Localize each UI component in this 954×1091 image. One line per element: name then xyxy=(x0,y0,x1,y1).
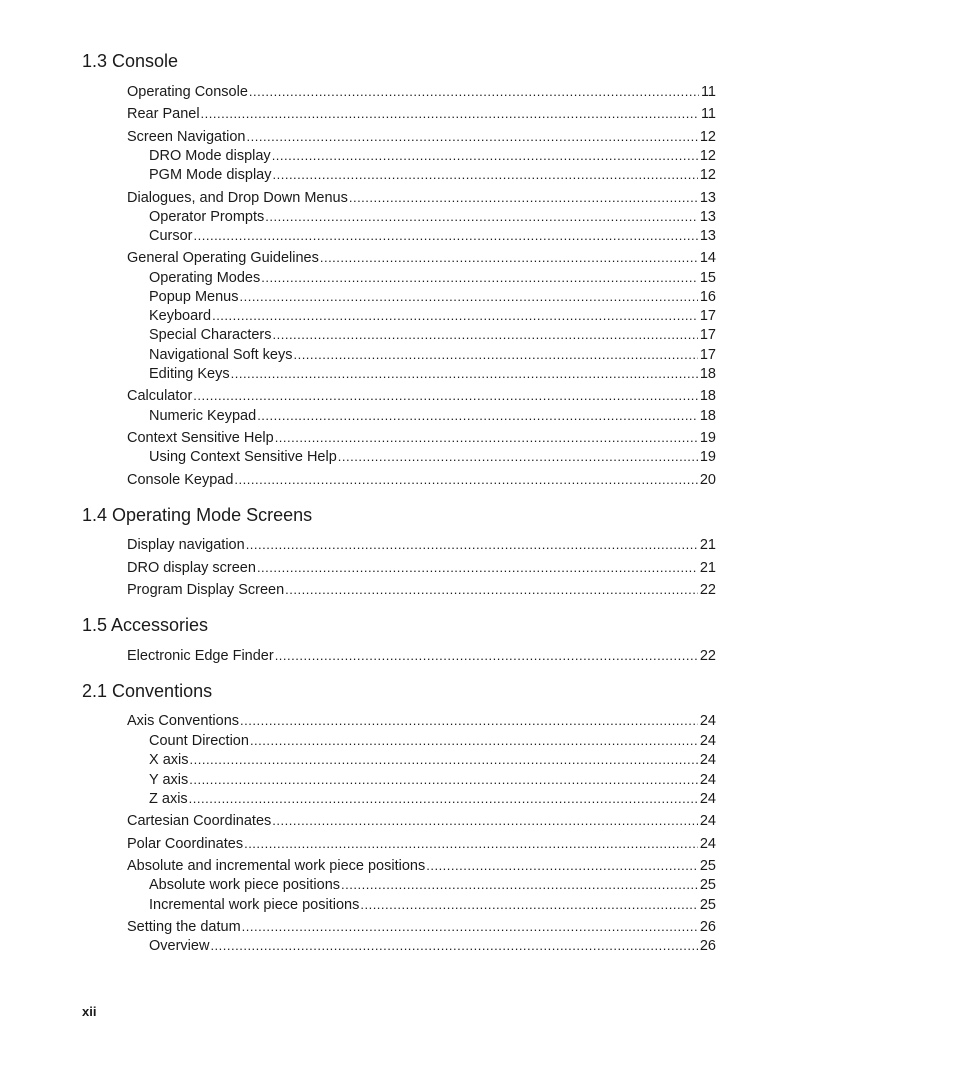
toc-entry[interactable] xyxy=(127,248,716,267)
toc-entry[interactable] xyxy=(127,386,716,405)
toc-entry[interactable] xyxy=(127,711,716,730)
toc-entry-title: PGM Mode display xyxy=(149,167,272,183)
toc-entry-title: Screen Navigation xyxy=(127,129,246,145)
toc-entry-page: 21 xyxy=(699,537,716,553)
toc-entry[interactable] xyxy=(127,834,716,853)
dot-leader xyxy=(273,325,698,344)
toc-entry-title: Numeric Keypad xyxy=(149,408,257,424)
dot-leader xyxy=(193,386,698,405)
toc-entry-page: 25 xyxy=(699,897,716,913)
toc-entry-title: Dialogues, and Drop Down Menus xyxy=(127,190,348,206)
toc-entry[interactable] xyxy=(149,750,716,769)
toc-entry[interactable] xyxy=(127,558,716,577)
toc-entry[interactable] xyxy=(149,146,716,165)
dot-leader xyxy=(194,226,698,245)
toc-entry-title: DRO display screen xyxy=(127,560,256,576)
toc-entry-title: Electronic Edge Finder xyxy=(127,648,274,664)
toc-entry[interactable] xyxy=(127,188,716,207)
toc-entry-page: 26 xyxy=(699,919,716,935)
dot-leader xyxy=(426,856,698,875)
dot-leader xyxy=(189,789,698,808)
section-heading-operating-mode-screens: 1.4 Operating Mode Screens xyxy=(82,505,313,525)
toc-entry-title: X axis xyxy=(149,752,189,768)
toc-entry[interactable] xyxy=(127,428,716,447)
toc-entry-page: 22 xyxy=(699,648,716,664)
toc-entry[interactable] xyxy=(149,306,716,325)
toc-entry-page: 19 xyxy=(699,430,716,446)
toc-entry[interactable] xyxy=(127,535,716,554)
toc-entry-title: Keyboard xyxy=(149,308,212,324)
toc-entry-title: General Operating Guidelines xyxy=(127,250,319,266)
toc-entry[interactable] xyxy=(149,789,716,808)
toc-entry-page: 24 xyxy=(699,713,716,729)
dot-leader xyxy=(189,770,698,789)
toc-entry-title: Absolute work piece positions xyxy=(149,877,341,893)
dot-leader xyxy=(275,646,698,665)
toc-entry-title: Polar Coordinates xyxy=(127,836,244,852)
dot-leader xyxy=(242,917,698,936)
toc-entry-page: 24 xyxy=(699,791,716,807)
toc-entry-title: Absolute and incremental work piece positions xyxy=(127,858,426,874)
toc-entry-title: Count Direction xyxy=(149,733,249,749)
dot-leader xyxy=(275,428,698,447)
toc-entry-title: Cursor xyxy=(149,228,193,244)
toc-entry[interactable] xyxy=(149,406,716,425)
toc-entry-page: 13 xyxy=(699,228,716,244)
toc-entry-page: 14 xyxy=(699,250,716,266)
dot-leader xyxy=(285,580,698,599)
toc-entry-title: Cartesian Coordinates xyxy=(127,813,272,829)
toc-entry-page: 12 xyxy=(699,167,716,183)
toc-entry-title: Operator Prompts xyxy=(149,209,265,225)
page-number: xii xyxy=(82,1004,97,1019)
toc-entry-page: 24 xyxy=(699,772,716,788)
toc-entry[interactable] xyxy=(127,811,716,830)
toc-entry[interactable] xyxy=(149,165,716,184)
toc-entry[interactable] xyxy=(149,770,716,789)
dot-leader xyxy=(250,731,698,750)
dot-leader xyxy=(244,834,698,853)
toc-entry-title: Calculator xyxy=(127,388,193,404)
dot-leader xyxy=(320,248,698,267)
toc-entry-title: DRO Mode display xyxy=(149,148,271,164)
dot-leader xyxy=(349,188,698,207)
toc-entry-title: Axis Conventions xyxy=(127,713,240,729)
toc-entry[interactable] xyxy=(149,447,716,466)
toc-entry[interactable] xyxy=(149,268,716,287)
toc-entry[interactable] xyxy=(127,646,716,665)
toc-entry-page: 24 xyxy=(699,813,716,829)
toc-entry-page: 11 xyxy=(700,106,716,122)
toc-entry-title: Using Context Sensitive Help xyxy=(149,449,337,465)
toc-entry[interactable] xyxy=(127,104,716,123)
toc-entry[interactable] xyxy=(127,856,716,875)
dot-leader xyxy=(257,558,698,577)
toc-entry[interactable] xyxy=(149,287,716,306)
toc-entry-page: 18 xyxy=(699,388,716,404)
toc-entry-page: 24 xyxy=(699,733,716,749)
toc-entry-title: Z axis xyxy=(149,791,188,807)
toc-entry-page: 13 xyxy=(699,190,716,206)
toc-entry-page: 17 xyxy=(699,308,716,324)
toc-entry-title: Console Keypad xyxy=(127,472,234,488)
toc-entry-title: Setting the datum xyxy=(127,919,241,935)
toc-entry[interactable] xyxy=(149,325,716,344)
toc-entry[interactable] xyxy=(149,895,716,914)
dot-leader xyxy=(257,406,698,425)
toc-entry-page: 24 xyxy=(699,752,716,768)
toc-entry-page: 22 xyxy=(699,582,716,598)
section-heading-conventions: 2.1 Conventions xyxy=(82,681,213,701)
toc-entry-title: Incremental work piece positions xyxy=(149,897,360,913)
dot-leader xyxy=(273,165,698,184)
toc-entry-title: Navigational Soft keys xyxy=(149,347,293,363)
dot-leader xyxy=(341,875,698,894)
toc-entry-title: Popup Menus xyxy=(149,289,239,305)
toc-entry-page: 11 xyxy=(700,84,716,100)
dot-leader xyxy=(249,82,699,101)
dot-leader xyxy=(210,936,697,955)
toc-entry-title: Operating Console xyxy=(127,84,248,100)
section-heading-console: 1.3 Console xyxy=(82,51,179,71)
toc-entry[interactable] xyxy=(149,364,716,383)
dot-leader xyxy=(293,345,697,364)
toc-entry[interactable] xyxy=(149,207,716,226)
toc-entry-page: 24 xyxy=(699,836,716,852)
toc-entry-title: Display navigation xyxy=(127,537,245,553)
toc-entry-title: Y axis xyxy=(149,772,189,788)
toc-entry[interactable] xyxy=(149,936,716,955)
toc-entry[interactable] xyxy=(127,127,716,146)
toc-entry-page: 12 xyxy=(699,148,716,164)
dot-leader xyxy=(338,447,698,466)
toc-entry-title: Program Display Screen xyxy=(127,582,285,598)
toc-entry-title: Rear Panel xyxy=(127,106,200,122)
toc-entry-page: 17 xyxy=(699,327,716,343)
toc-entry[interactable] xyxy=(149,875,716,894)
dot-leader xyxy=(212,306,698,325)
toc-entry-page: 13 xyxy=(699,209,716,225)
dot-leader xyxy=(272,146,698,165)
toc-entry-page: 18 xyxy=(699,366,716,382)
toc-entry-title: Special Characters xyxy=(149,327,272,343)
dot-leader xyxy=(190,750,698,769)
dot-leader xyxy=(360,895,698,914)
toc-entry-title: Operating Modes xyxy=(149,270,261,286)
toc-entry-page: 25 xyxy=(699,877,716,893)
toc-entry-page: 26 xyxy=(699,938,716,954)
toc-entry[interactable] xyxy=(149,226,716,245)
dot-leader xyxy=(231,364,698,383)
toc-entry-page: 20 xyxy=(699,472,716,488)
dot-leader xyxy=(247,127,698,146)
toc-entry[interactable] xyxy=(127,470,716,489)
dot-leader xyxy=(265,207,698,226)
toc-entry-page: 17 xyxy=(699,347,716,363)
toc-entry-title: Context Sensitive Help xyxy=(127,430,274,446)
toc-entry-page: 16 xyxy=(699,289,716,305)
toc-entry-title: Overview xyxy=(149,938,210,954)
dot-leader xyxy=(261,268,698,287)
toc-entry-page: 15 xyxy=(699,270,716,286)
toc-entry[interactable] xyxy=(149,731,716,750)
toc-entry[interactable] xyxy=(127,580,716,599)
dot-leader xyxy=(246,535,698,554)
toc-entry-page: 19 xyxy=(699,449,716,465)
toc-entry-page: 21 xyxy=(699,560,716,576)
dot-leader xyxy=(239,287,697,306)
toc-entry-page: 12 xyxy=(699,129,716,145)
toc-entry-page: 25 xyxy=(699,858,716,874)
dot-leader xyxy=(201,104,699,123)
toc-entry[interactable] xyxy=(127,82,716,101)
toc-entry[interactable] xyxy=(149,345,716,364)
toc-entry-title: Editing Keys xyxy=(149,366,230,382)
dot-leader xyxy=(234,470,697,489)
toc-entry[interactable] xyxy=(127,917,716,936)
dot-leader xyxy=(272,811,698,830)
section-heading-accessories: 1.5 Accessories xyxy=(82,615,209,635)
dot-leader xyxy=(240,711,698,730)
toc-entry-page: 18 xyxy=(699,408,716,424)
